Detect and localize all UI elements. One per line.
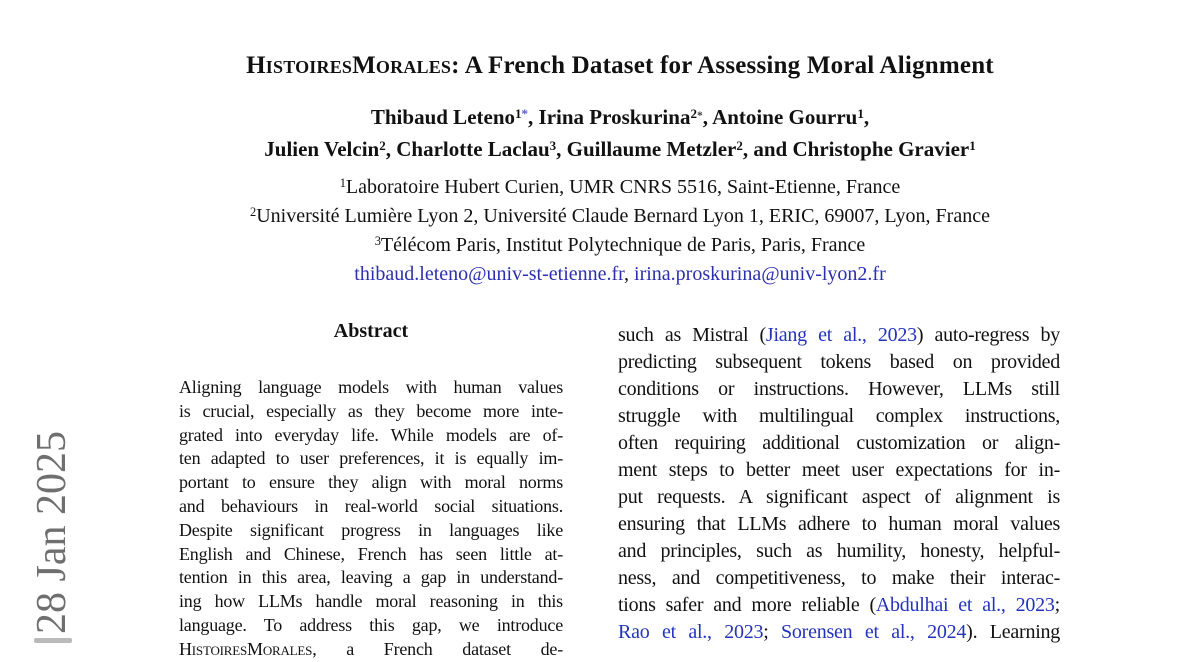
text-segment: and behaviours in real-world social situations.: [179, 495, 563, 516]
text-segment: ;: [1054, 594, 1060, 616]
text-segment: tention in this area, leaving a gap in understand-: [179, 567, 563, 588]
text-segment: Thibaud Leteno: [370, 105, 516, 129]
text-segment: Julien Velcin: [264, 137, 380, 161]
body-text-line: [618, 403, 1060, 430]
body-text-line: [618, 619, 1060, 646]
text-segment: tions safer and more reliable (: [618, 594, 876, 616]
thanks-asterisk: *: [696, 109, 703, 122]
email-link-leteno[interactable]: thibaud.leteno@univ-st-etienne.fr: [354, 263, 625, 285]
text-segment: ;: [763, 621, 782, 643]
paper-header: [40, 50, 1200, 288]
text-segment: , Charlotte Laclau: [385, 137, 550, 161]
text-segment: such as Mistral (: [618, 324, 766, 346]
text-segment: 1: [857, 106, 864, 122]
text-segment: ing how LLMs handle moral reasoning in this: [179, 591, 563, 612]
text-segment: , Irina Proskurina: [528, 105, 691, 129]
body-text-line: [618, 322, 1060, 349]
thanks-asterisk: *: [521, 106, 529, 122]
page-title: [40, 50, 1200, 82]
text-segment: Laboratoire Hubert Curien, UMR CNRS 5516, Saint-Etienne, France: [345, 176, 901, 198]
affiliation-2: [40, 203, 1200, 232]
title-dataset-name: HistoiresMorales: [246, 52, 452, 79]
citation-abdulhai-2023[interactable]: Abdulhai et al., 2023: [875, 594, 1055, 616]
text-segment: put requests. A significant aspect of alignment is: [618, 486, 1060, 508]
text-segment: portant to ensure they align with moral norms: [179, 472, 563, 493]
text-segment: Université Lumière Lyon 2, Université Claude Bernard Lyon 1, ERIC, 69007, Lyon, France: [256, 205, 990, 227]
text-segment: ness, and competitiveness, to make their interac-: [618, 567, 1060, 589]
text-segment: 2: [690, 106, 697, 122]
body-text-line: [618, 349, 1060, 376]
text-segment: struggle with multilingual complex instructions,: [618, 405, 1060, 427]
text-segment: 1: [515, 106, 522, 122]
text-segment: : A French Dataset for Assessing Moral Alignment: [451, 52, 994, 79]
citation-jiang-2023[interactable]: Jiang et al., 2023: [765, 324, 917, 346]
text-segment: ment steps to better meet user expectations for in-: [618, 459, 1060, 481]
arxiv-stamp-clipped-text: [34, 638, 72, 643]
abstract-text-line: [179, 376, 563, 400]
body-text-line: [618, 457, 1060, 484]
citation-rao-2023[interactable]: Rao et al., 2023: [618, 621, 764, 643]
text-segment: 3: [549, 138, 557, 154]
abstract-dataset-name: HistoiresMorales: [179, 638, 313, 659]
text-segment: 3: [374, 234, 381, 249]
text-segment: English and Chinese, French has seen little at-: [179, 543, 563, 564]
authors-line-1: [40, 103, 1200, 135]
body-text-line: [618, 592, 1060, 619]
text-segment: 1: [339, 176, 346, 191]
body-text-line: [618, 511, 1060, 538]
body-text-line: [618, 565, 1060, 592]
text-segment: and principles, such as humility, honesty, helpful-: [618, 540, 1060, 562]
text-segment: ). Learning: [966, 621, 1060, 643]
text-segment: grated into everyday life. While models are of-: [179, 424, 563, 445]
text-segment: predicting subsequent tokens based on provided: [618, 351, 1060, 373]
abstract-text-line: [179, 519, 563, 543]
text-segment: ) auto-regress by: [916, 324, 1060, 346]
text-segment: conditions or instructions. However, LLMs still: [618, 378, 1060, 400]
author-emails: [40, 261, 1200, 288]
text-segment: Aligning language models with human values: [179, 377, 563, 397]
abstract-text-line: [179, 614, 563, 638]
body-text-line: [618, 484, 1060, 511]
abstract-text-line: [179, 400, 563, 424]
text-segment: , and Christophe Gravier: [742, 137, 970, 161]
text-segment: ten adapted to user preferences, it is equally im-: [179, 448, 563, 469]
text-segment: , a French dataset de-: [312, 638, 563, 659]
text-segment: , Antoine Gourru: [702, 105, 858, 129]
text-segment: ensuring that LLMs adhere to human moral values: [618, 513, 1060, 535]
citation-sorensen-2024[interactable]: Sorensen et al., 2024: [781, 621, 967, 643]
affiliation-3: [40, 232, 1200, 261]
abstract-text-line: [179, 447, 563, 471]
text-segment: 2: [250, 205, 257, 220]
text-segment: Télécom Paris, Institut Polytechnique de Paris, Paris, France: [380, 234, 866, 256]
abstract-text-line: [179, 566, 563, 590]
body-text-line: [618, 376, 1060, 403]
intro-column: [618, 322, 1060, 646]
abstract-text-line: [179, 543, 563, 567]
text-segment: 2: [379, 138, 386, 154]
abstract-text-line: [179, 424, 563, 448]
body-text-line: [618, 538, 1060, 565]
arxiv-date-stamp: 28 Jan 2025: [29, 431, 75, 634]
authors-line-2: [40, 135, 1200, 166]
text-segment: ,: [863, 105, 870, 129]
abstract-heading: Abstract: [333, 320, 409, 342]
email-link-proskurina[interactable]: irina.proskurina@univ-lyon2.fr: [634, 263, 886, 285]
text-segment: 2: [736, 138, 743, 154]
abstract-text-line: [179, 638, 563, 662]
abstract-text-line: [179, 471, 563, 495]
affiliation-1: [40, 174, 1200, 203]
abstract-body: [179, 376, 563, 662]
text-segment: language. To address this gap, we introduce: [179, 614, 563, 635]
abstract-text-line: [179, 495, 563, 519]
text-segment: , Guillaume Metzler: [556, 137, 737, 161]
text-segment: ,: [624, 263, 635, 285]
text-segment: 1: [969, 138, 976, 154]
text-segment: is crucial, especially as they become more inte-: [179, 400, 563, 421]
body-text-line: [618, 430, 1060, 457]
text-segment: Despite significant progress in languages like: [179, 519, 563, 540]
abstract-text-line: [179, 590, 563, 614]
text-segment: often requiring additional customization or align-: [618, 432, 1060, 454]
